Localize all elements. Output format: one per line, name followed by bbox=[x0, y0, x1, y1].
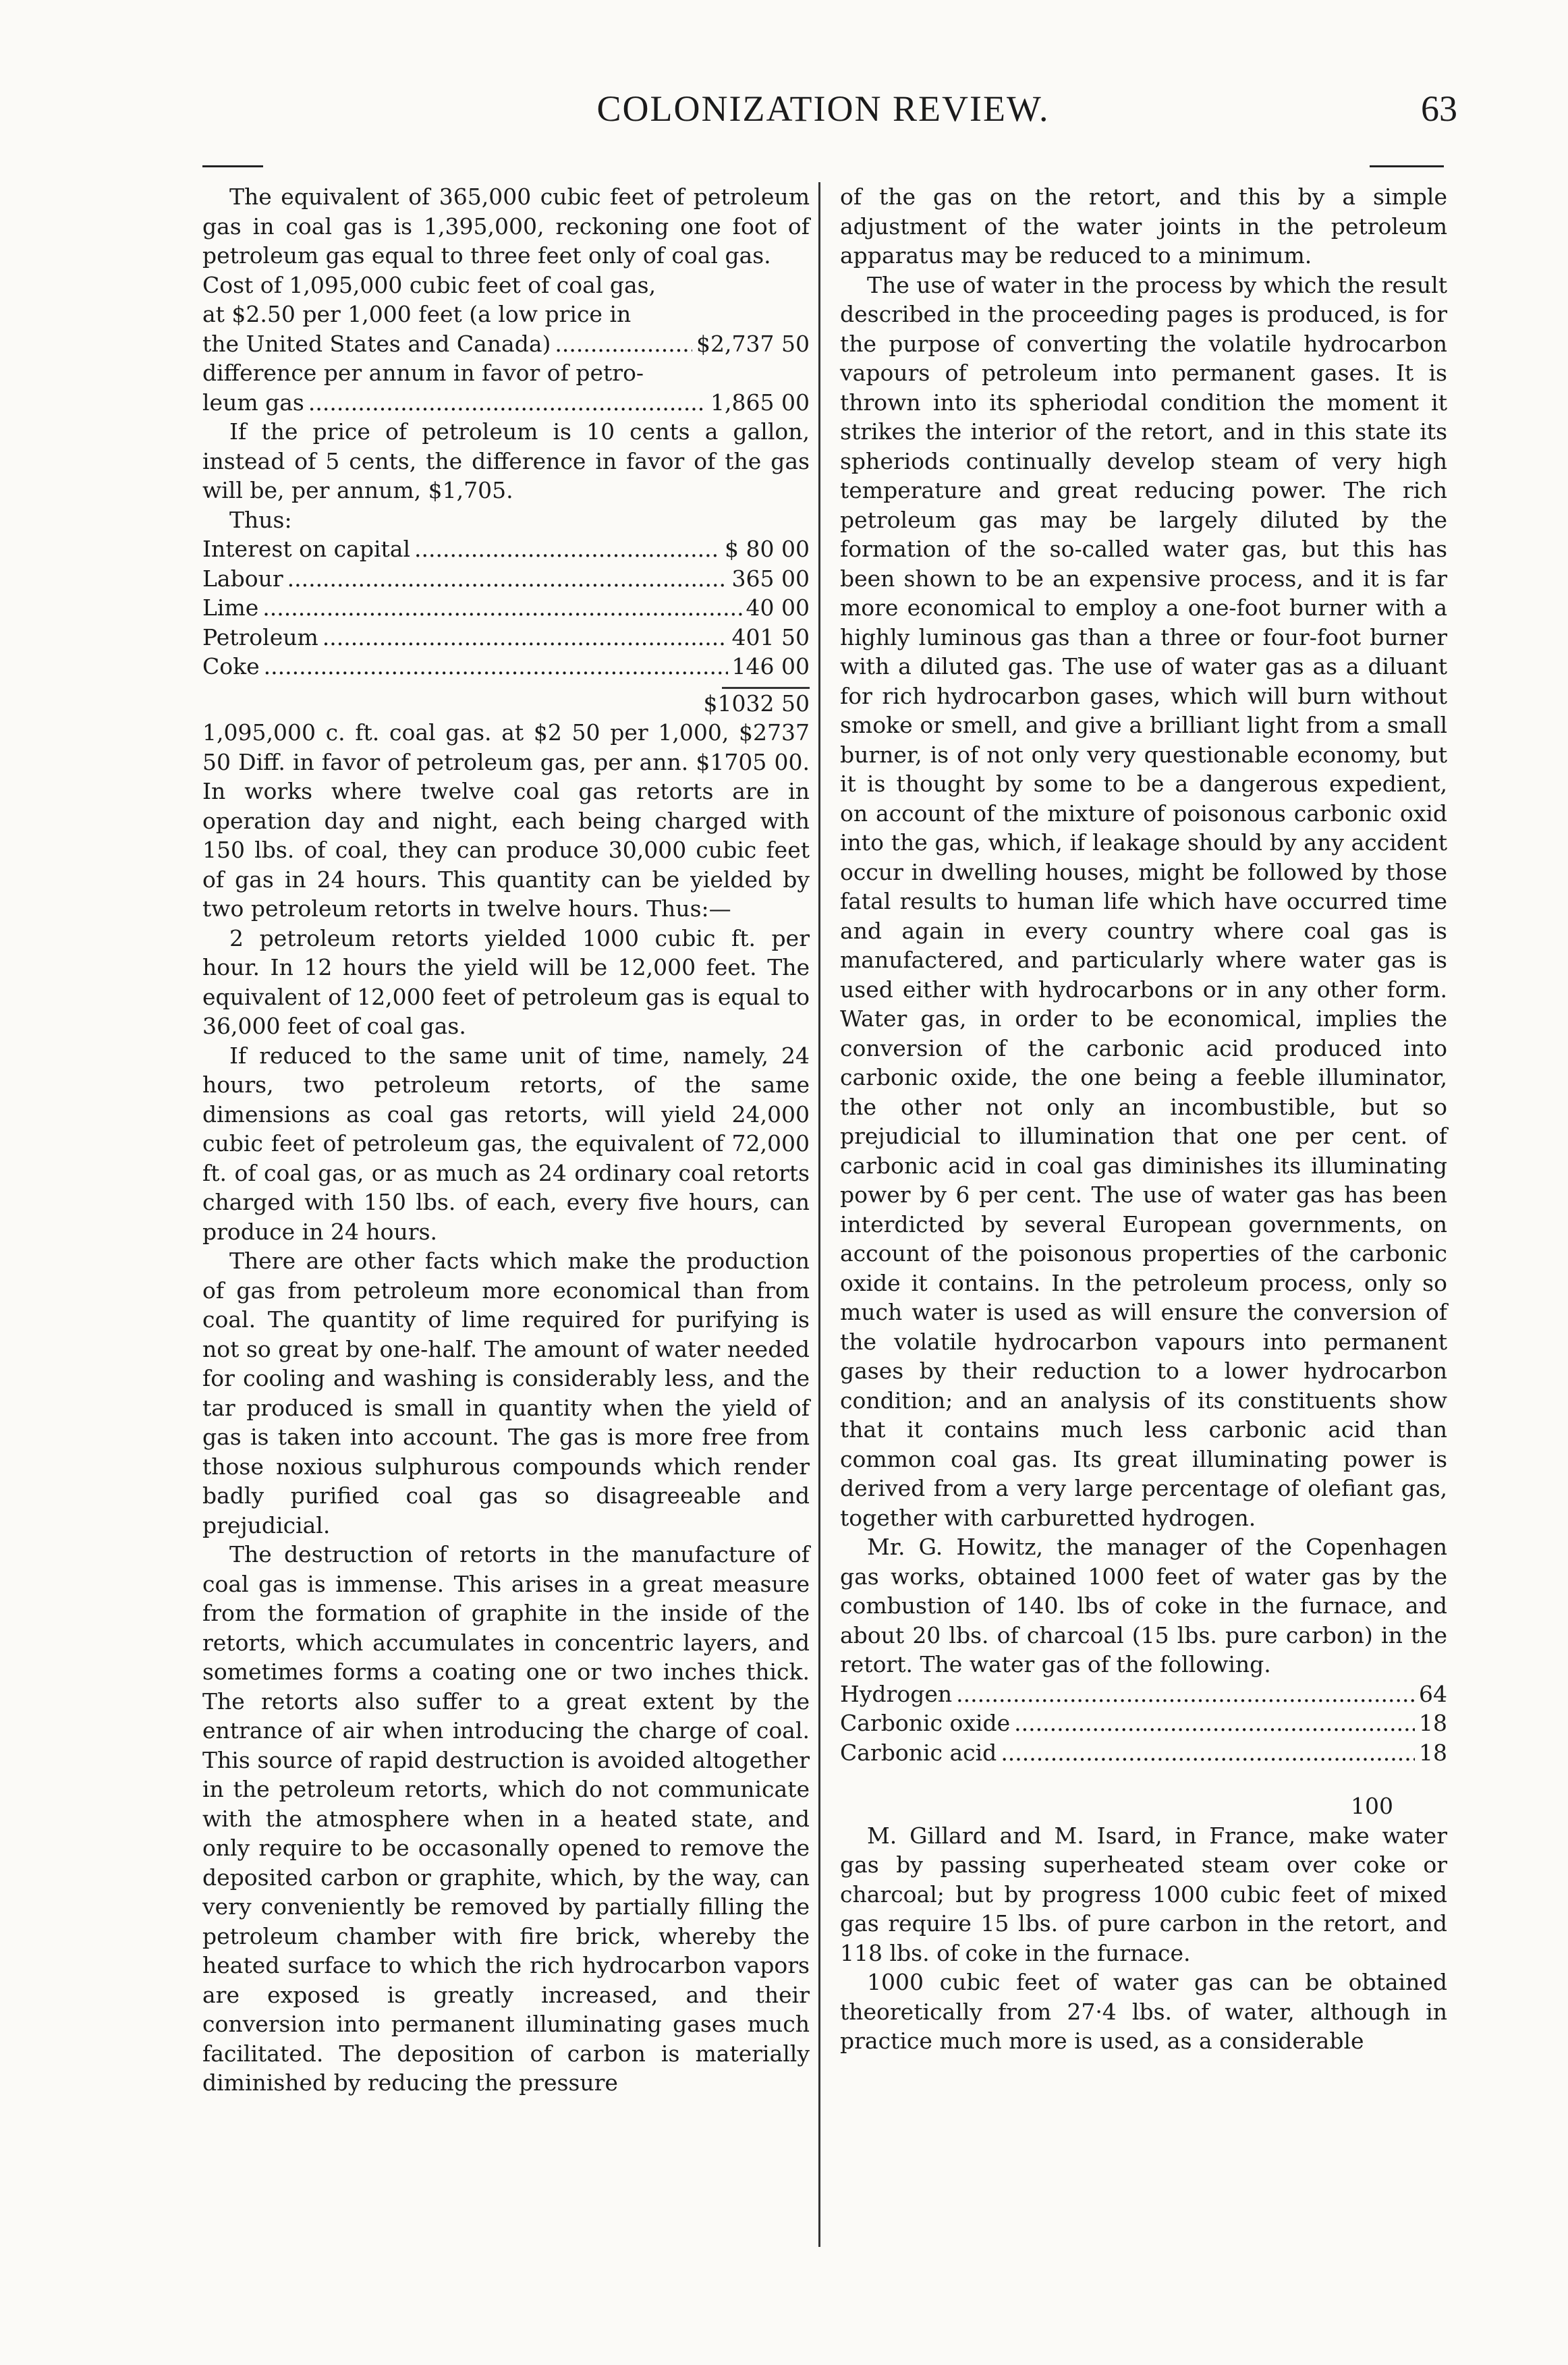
analysis-row bbox=[840, 1708, 1447, 1738]
cost-item-row bbox=[202, 593, 810, 623]
cost-item-amount: 40 00 bbox=[746, 594, 810, 621]
ledger-row bbox=[202, 329, 810, 359]
ledger-row bbox=[202, 388, 810, 418]
cost-item-row bbox=[202, 652, 810, 681]
paragraph: If reduced to the same unit of time, namely, 24 hours, two petroleum retorts, of the same dimensions as coal gas retorts, will yield 24,000 cubic feet of petroleum gas, the equivalent of 72,000 ft. of coal gas, or as much as 24 ordinary coal retorts charged with 150 lbs. of each, every five hours, can produce in 24 hours. bbox=[202, 1042, 810, 1245]
cost-item-amount: 146 00 bbox=[731, 653, 810, 679]
page-header bbox=[189, 81, 1457, 142]
analysis-row bbox=[840, 1679, 1447, 1709]
diff-line: difference per annum in favor of petro- bbox=[202, 360, 644, 386]
analysis-row bbox=[840, 1738, 1447, 1768]
cost-item-label: Labour bbox=[202, 565, 283, 592]
paragraph: M. Gillard and M. Isard, in France, make water gas by passing superheated steam over coke or charcoal; but by progress 1000 cubic feet of mixed gas require 15 lbs. of pure carbon in the retort, and 118 lbs. of coke in the furnace. bbox=[840, 1822, 1447, 1966]
thus-label: Thus: bbox=[229, 506, 292, 533]
header-rule-left bbox=[202, 165, 263, 167]
header-rule-right bbox=[1370, 165, 1444, 167]
cost-item-row bbox=[202, 534, 810, 564]
ledger-label: the United States and Canada) bbox=[202, 330, 551, 357]
cost-item-amount: $ 80 00 bbox=[725, 536, 810, 562]
left-column bbox=[202, 182, 810, 2098]
paragraph: If the price of petroleum is 10 cents a gallon, instead of 5 cents, the difference in favor of the gas will be, per annum, $1,705. bbox=[202, 418, 810, 503]
cost-item-row bbox=[202, 623, 810, 652]
ledger-amount: 1,865 00 bbox=[710, 389, 810, 416]
paragraph: The destruction of retorts in the manufacture of coal gas is immense. This arises in a great measure from the formation of graphite in the inside of the retorts, which accumulates in concentric layers, and sometimes forms a coating one or two inches thick. The retorts also suffer to a great extent by the entrance of air when introducing the charge of coal. This source of rapid destruction is avoided altogether in the petroleum retorts, which do not communicate with the atmosphere when in a heated state, and only require to be occasonally opened to remove the deposited carbon or graphite, which, by the way, can very conveniently be removed by partially filling the petroleum chamber with fire brick, whereby the heated surface to which the rich hydrocarbon vapors are exposed is greatly increased, and their conversion into permanent illuminating gases much facilitated. The deposition of carbon is materially diminished by reducing the pressure bbox=[202, 1541, 810, 2096]
cost-item-label: Petroleum bbox=[202, 623, 318, 650]
cost-line: Cost of 1,095,000 cubic feet of coal gas, bbox=[202, 271, 656, 298]
column-divider bbox=[818, 182, 820, 2247]
analysis-label: Carbonic oxide bbox=[840, 1710, 1011, 1736]
page-number: 63 bbox=[1421, 88, 1457, 129]
ledger-label: leum gas bbox=[202, 389, 304, 416]
cost-line: at $2.50 per 1,000 feet (a low price in bbox=[202, 301, 632, 327]
paragraph: There are other facts which make the production of gas from petroleum more economical than from coal. The quantity of lime required for purifying is not so great by one-half. The amount of water needed for cooling and washing is considerably less, and the tar produced is small in quantity when the yield of gas is taken into account. The gas is more free from those noxious sulphurous compounds which render badly purified coal gas so disagreeable and prejudicial. bbox=[202, 1248, 810, 1538]
cost-item-label: Lime bbox=[202, 594, 259, 621]
running-title: COLONIZATION REVIEW. bbox=[596, 88, 1050, 129]
analysis-amount: 64 bbox=[1419, 1680, 1447, 1707]
analysis-total: 100 bbox=[1351, 1793, 1393, 1819]
analysis-amount: 18 bbox=[1419, 1710, 1447, 1736]
paragraph: 1000 cubic feet of water gas can be obtained theoretically from 27·4 lbs. of water, although in practice much more is used, as a considerable bbox=[840, 1969, 1447, 2054]
analysis-label: Carbonic acid bbox=[840, 1739, 997, 1766]
cost-item-label: Coke bbox=[202, 653, 260, 679]
paragraph: The equivalent of 365,000 cubic feet of petroleum gas in coal gas is 1,395,000, reckoning one foot of petroleum gas equal to three feet only of coal gas. bbox=[202, 184, 810, 269]
paragraph: of the gas on the retort, and this by a simple adjustment of the water joints in the petroleum apparatus may be reduced to a minimum. bbox=[840, 184, 1447, 269]
paragraph: Mr. G. Howitz, the manager of the Copenhagen gas works, obtained 1000 feet of water gas by the combustion of 140. lbs of coke in the furnace, and about 20 lbs. of charcoal (15 lbs. pure carbon) in the retort. The water gas of the following. bbox=[840, 1534, 1447, 1677]
analysis-label: Hydrogen bbox=[840, 1680, 953, 1707]
right-column bbox=[840, 182, 1447, 2056]
cost-item-label: Interest on capital bbox=[202, 536, 411, 562]
analysis-amount: 18 bbox=[1419, 1739, 1447, 1766]
ledger-amount: $2,737 50 bbox=[696, 330, 810, 357]
cost-total: $1032 50 bbox=[703, 690, 810, 717]
paragraph: The use of water in the process by which the result described in the proceeding pages is produced, is for the purpose of converting the volatile hydrocarbon vapours of petroleum into permanent gases. It is thrown into its spheriodal condition the moment it strikes the interior of the retort, and in this state its spheriods continually develop steam of very high temperature and great reducing power. The rich petroleum gas may be largely diluted by the formation of the so-called water gas, but this has been shown to be an expensive process, and it is far more economical to employ a one-foot burner with a highly luminous gas than a three or four-foot burner with a diluted gas. The use of water gas as a diluant for rich hydrocarbon gases, which will burn without smoke or smell, and give a brilliant light from a small burner, is of not only very questionable economy, but it is thought by some to be a dangerous expedient, on account of the mixture of poisonous carbonic oxid into the gas, which, if leakage should by any accident occur in dwelling houses, might be followed by those fatal results to human life which have occurred time and again in every country where coal gas is manufactered, and particularly where water gas is used either with hydrocarbons or in any other form. Water gas, in order to be economical, implies the conversion of the carbonic acid produced into carbonic oxide, the one being a feeble illuminator, the other not only an incombustible, but so prejudicial to illumination that one per cent. of carbonic acid in coal gas diminishes its illuminating power by 6 per cent. The use of water gas has been interdicted by several European governments, on account of the poisonous properties of the carbonic oxide it contains. In the petroleum process, only so much water is used as will ensure the conversion of the volatile hydrocarbon vapours into permanent gases by their reduction to a lower hydrocarbon condition; and an analysis of its constituents show that it contains much less carbonic acid than common coal gas. Its great illuminating power is derived from a very large percentage of olefiant gas, together with carburetted hydrogen. bbox=[840, 271, 1447, 1531]
cost-item-row bbox=[202, 564, 810, 594]
paragraph: 2 petroleum retorts yielded 1000 cubic ft. per hour. In 12 hours the yield will be 12,000 feet. The equivalent of 12,000 feet of petroleum gas is equal to 36,000 feet of coal gas. bbox=[202, 924, 810, 1039]
cost-item-amount: 401 50 bbox=[731, 623, 810, 650]
cost-item-amount: 365 00 bbox=[731, 565, 810, 592]
paragraph: 1,095,000 c. ft. coal gas. at $2 50 per 1,000, $2737 50 Diff. in favor of petroleum gas, per ann. $1705 00. In works where twelve coal gas retorts are in operation day and night, each being charged with 150 lbs. of coal, they can produce 30,000 cubic feet of gas in 24 hours. This quantity can be yielded by two petroleum retorts in twelve hours. Thus:— bbox=[202, 719, 810, 922]
